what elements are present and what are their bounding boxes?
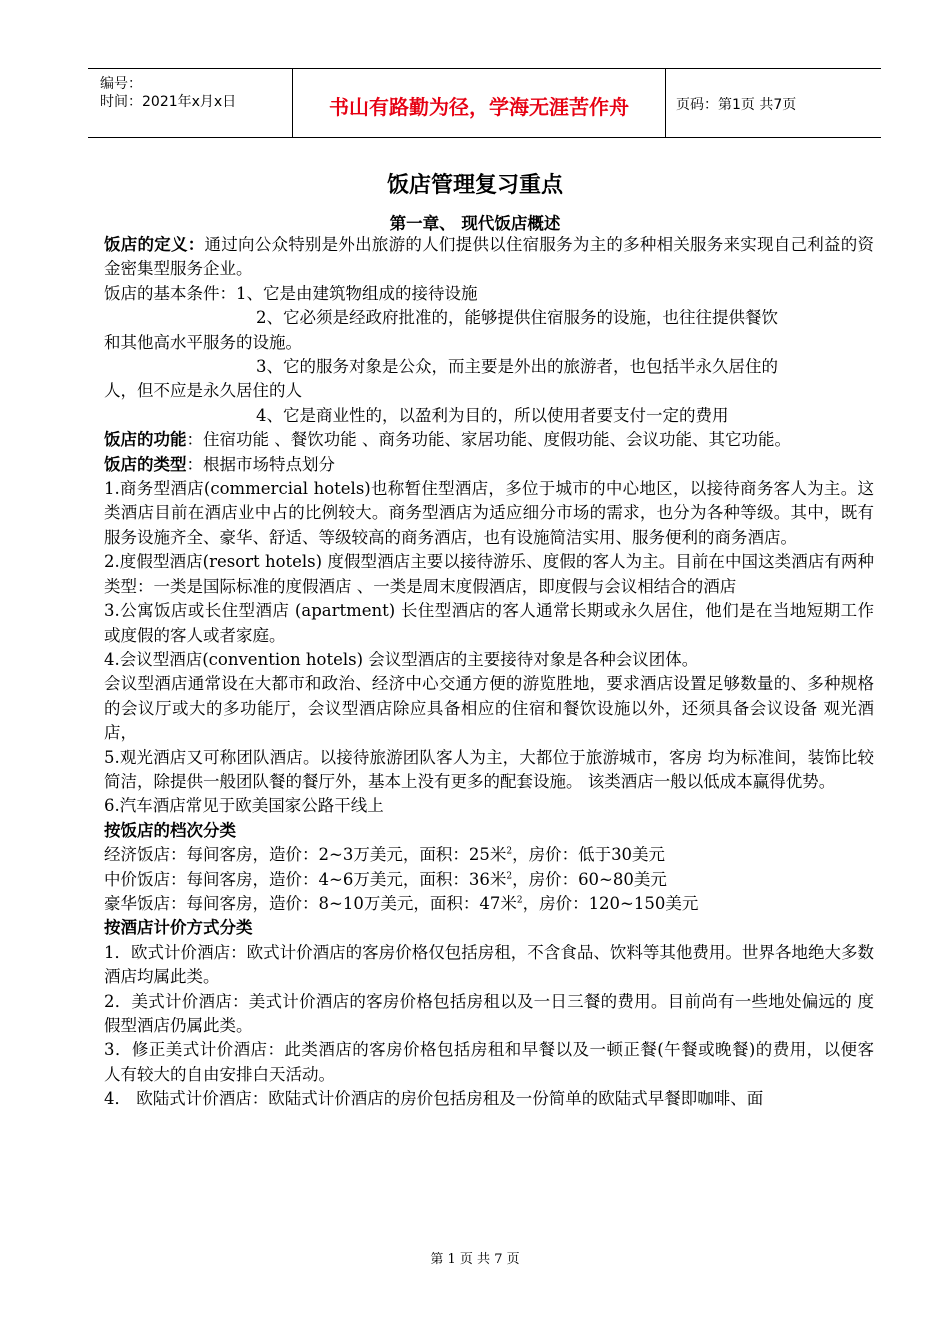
header-motto-cell [293,69,666,137]
condition-2: 2、它必须是经政府批准的，能够提供住宿服务的设施，也往往提供餐饮 [256,308,778,328]
grade-luxury [104,892,874,916]
header-page-cell [666,69,881,137]
pricing-4-paragraph: 4． 欧陆式计价酒店：欧陆式计价酒店的房价包括房租及一份简单的欧陆式早餐即咖啡、面 [104,1089,764,1109]
grade-economy-text: 经济饭店：每间客房，造价：2~3万美元，面积：25米 [104,845,507,865]
type-6-paragraph: 6.汽车酒店常见于欧美国家公路干线上 [104,796,384,816]
function-text: ：住宿功能 、餐饮功能 、商务功能、家居功能、度假功能、会议功能、其它功能。 [186,430,791,450]
grade-economy-price: ，房价：低于30美元 [512,845,666,865]
grade-economy [104,843,874,867]
number-label: 编号： [100,76,142,92]
type-label: 饭店的类型 [104,454,187,474]
definition-text: 通过向公众特别是外出旅游的人们提供以住宿服务为主的多种相关服务来实现自己利益的资金密集型服务企业。 [104,235,875,279]
pricing-heading: 按酒店计价方式分类 [104,918,253,938]
type-2-paragraph: 2.度假型酒店(resort hotels) 度假型酒店主要以接待游乐、度假的客人为主。目前在中国这类酒店有两种类型：一类是国际标准的度假酒店 、一类是周末度假酒店，即度假与会议相结合的酒店 [104,552,874,596]
motto-text: 书山有路勤为径，学海无涯苦作舟 [329,95,629,119]
definition-paragraph [104,233,874,282]
grade-heading: 按饭店的档次分类 [104,820,236,840]
condition-2-continued: 和其他高水平服务的设施。 [104,332,302,352]
grade-luxury-text: 豪华饭店：每间客房，造价：8~10万美元，面积：47米 [104,893,517,913]
conditions-intro: 饭店的基本条件：1、它是由建筑物组成的接待设施 [104,283,478,303]
definition-label: 饭店的定义： [104,235,205,254]
type-4-paragraph: 4.会议型酒店(convention hotels) 会议型酒店的主要接待对象是各种会议团体。 [104,649,699,669]
grade-luxury-price: ，房价：120~150美元 [522,893,699,913]
type-text: ：根据市场特点划分 [186,454,335,474]
type-1-paragraph: 1.商务型酒店(commercial hotels)也称暂住型酒店，多位于城市的中心地区，以接待商务客人为主。这类酒店目前在酒店业中占的比例较大。商务型酒店为适应细分市场的需求，也分为各种等级。其中，既有服务设施齐全、豪华、舒适、等级较高的商务酒店，也有设施简洁实用、服务便利的商务酒店。 [104,479,874,547]
condition-3: 3、它的服务对象是公众，而主要是外出的旅游者，也包括半永久居住的 [256,357,778,377]
document-title: 饭店管理复习重点 [386,173,563,198]
condition-3-continued: 人，但不应是永久居住的人 [104,381,302,401]
pricing-2-paragraph: 2．美式计价酒店：美式计价酒店的客房价格包括房租以及一日三餐的费用。目前尚有一些地处偏远的 度假型酒店仍属此类。 [104,991,874,1035]
header-info-cell [88,69,293,137]
page-footer: 第 1 页 共 7 页 [430,1252,520,1267]
chapter-heading: 第一章、 现代饭店概述 [389,214,561,233]
time-label: 时间：2021年x月x日 [100,94,237,110]
function-paragraph [104,428,874,452]
pricing-1-paragraph: 1．欧式计价酒店：欧式计价酒店的客房价格仅包括房租，不含食品、饮料等其他费用。世界各地绝大多数酒店均属此类。 [104,942,874,987]
grade-midprice [104,868,874,892]
page-header [88,68,881,138]
superscript-2: 2 [506,871,513,882]
pricing-3-paragraph: 3．修正美式计价酒店：此类酒店的客房价格包括房租和早餐以及一顿正餐(午餐或晚餐)的费用，以便客 人有较大的自由安排白天活动。 [104,1040,874,1084]
page-number-label: 页码：第1页 共7页 [676,97,797,113]
document-body [104,233,874,1112]
condition-4: 4、它是商业性的，以盈利为目的，所以使用者要支付一定的费用 [256,405,729,425]
superscript-2: 2 [506,846,513,857]
type-4-continued: 会议型酒店通常设在大都市和政治、经济中心交通方便的游览胜地，要求酒店设置足够数量的、多种规格的会议厅或大的多功能厅，会议型酒店除应具备相应的住宿和餐饮设施以外，还须具备会议设备 观光酒店， [104,674,874,743]
grade-midprice-price: ，房价：60~80美元 [512,869,667,889]
type-paragraph [104,453,874,477]
superscript-2: 2 [516,895,523,906]
type-3-paragraph: 3.公寓饭店或长住型酒店 (apartment) 长住型酒店的客人通常长期或永久居住，他们是在当地短期工作或度假的客人或者家庭。 [104,601,874,645]
type-5-paragraph: 5.观光酒店又可称团队酒店。以接待旅游团队客人为主，大都位于旅游城市，客房 均为标准间，装饰比较简洁，除提供一般团队餐的餐厅外，基本上没有更多的配套设施。 该类酒店一般以低成本赢得优势。 [104,747,874,791]
function-label: 饭店的功能 [104,430,187,450]
grade-midprice-text: 中价饭店：每间客房，造价：4~6万美元，面积：36米 [104,869,507,889]
